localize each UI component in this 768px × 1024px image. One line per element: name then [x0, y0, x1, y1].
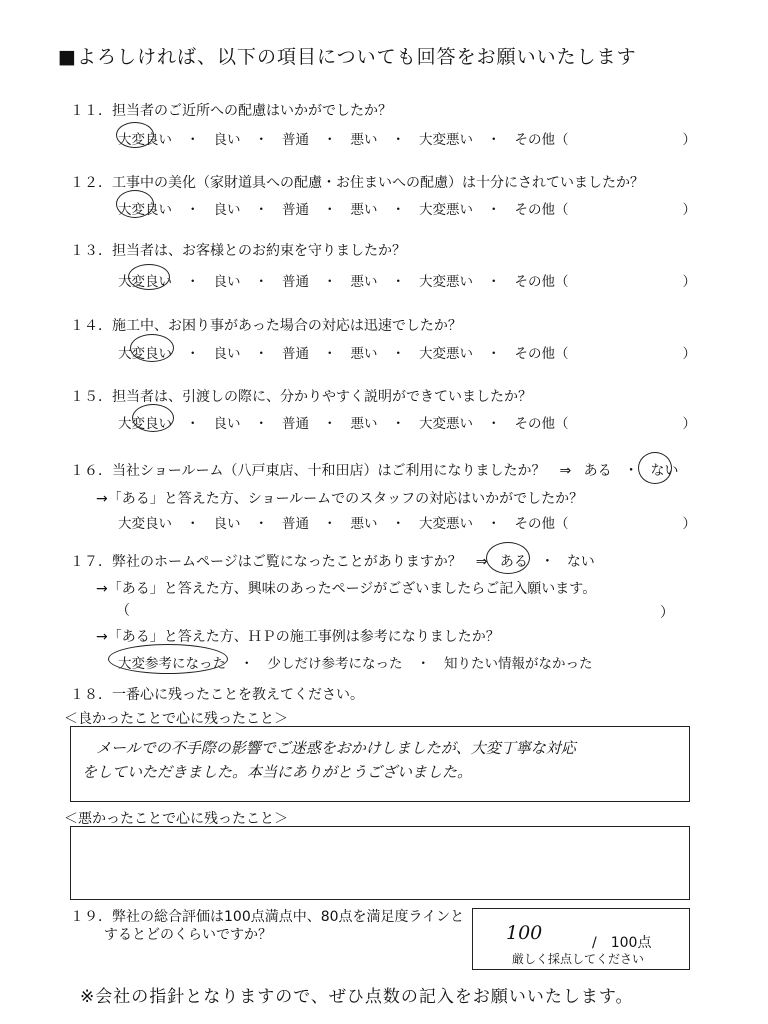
sep: ・: [323, 516, 337, 532]
opt-very-bad[interactable]: 大変悪い: [419, 202, 473, 218]
sep: ・: [240, 656, 254, 672]
opt-normal[interactable]: 普通: [282, 202, 309, 218]
q17-sub1: →「ある」と答えた方、興味のあったページがございましたらご記入願います。: [96, 581, 597, 597]
sep: ・: [254, 346, 268, 362]
sep: ・: [487, 202, 501, 218]
sep: ・: [254, 202, 268, 218]
opt-other[interactable]: その他（: [514, 516, 569, 532]
q16-yes[interactable]: ある: [583, 463, 612, 479]
opt-bad[interactable]: 悪い: [350, 202, 378, 218]
sep: ・: [487, 346, 501, 362]
opt-very-good[interactable]: 大変良い: [118, 202, 172, 218]
q17-sub2: →「ある」と答えた方、ＨＰの施工事例は参考になりましたか？: [96, 629, 500, 645]
sep: ・: [391, 132, 405, 148]
opt-normal[interactable]: 普通: [282, 516, 309, 532]
sep: ・: [487, 274, 501, 290]
q14-options: [118, 342, 696, 362]
close-paren: ）: [682, 516, 696, 532]
opt-very-bad[interactable]: 大変悪い: [419, 132, 473, 148]
opt-good[interactable]: 良い: [213, 202, 241, 218]
sep: ・: [254, 132, 268, 148]
opt-very-good[interactable]: 大変良い: [118, 416, 172, 432]
opt-good[interactable]: 良い: [213, 416, 241, 432]
q15-options: [118, 412, 696, 432]
close-paren: ）: [682, 202, 696, 218]
q17-close-paren: ）: [660, 605, 674, 621]
opt-good[interactable]: 良い: [213, 346, 241, 362]
question-11: １１．担当者のご近所への配慮はいかがでしたか？: [70, 103, 392, 119]
q16-sub: →「ある」と答えた方、ショールームでのスタッフの対応はいかがでしたか？: [96, 491, 584, 507]
sep: ・: [323, 274, 337, 290]
footer-note: ※会社の指針となりますので、ぜひ点数の記入をお願いいたします。: [80, 987, 634, 1007]
sep: ・: [391, 274, 405, 290]
q18-bad-label: ＜悪かったことで心に残ったこと＞: [64, 811, 288, 827]
score-value: 100: [506, 922, 543, 944]
opt-good[interactable]: 良い: [213, 274, 241, 290]
question-18: １８．一番心に残ったことを教えてください。: [70, 687, 364, 703]
opt-good[interactable]: 良い: [213, 132, 241, 148]
question-16: [70, 460, 679, 480]
close-paren: ）: [682, 274, 696, 290]
opt-normal[interactable]: 普通: [282, 346, 309, 362]
q18-good-label: ＜良かったことで心に残ったこと＞: [64, 711, 288, 727]
q17-options: [118, 652, 593, 672]
sep: ・: [186, 132, 200, 148]
q17-yes[interactable]: ある: [499, 554, 528, 570]
opt-other[interactable]: その他（: [514, 132, 569, 148]
sep: ・: [391, 202, 405, 218]
q17-open-paren: （: [116, 603, 130, 619]
opt-bad[interactable]: 悪い: [350, 274, 378, 290]
opt-bad[interactable]: 悪い: [350, 516, 378, 532]
q12-options: [118, 198, 696, 218]
sep: ・: [323, 346, 337, 362]
q16-options: [118, 512, 696, 532]
sep: ・: [323, 202, 337, 218]
q13-options: [118, 270, 696, 290]
sep: ・: [323, 132, 337, 148]
q17-text: １７．弊社のホームページはご覧になったことがありますか？ ⇒: [70, 554, 488, 570]
opt-very-bad[interactable]: 大変悪い: [419, 516, 473, 532]
opt-very-bad[interactable]: 大変悪い: [419, 274, 473, 290]
sep: ・: [416, 656, 430, 672]
opt-normal[interactable]: 普通: [282, 132, 309, 148]
opt-very-good[interactable]: 大変良い: [118, 274, 172, 290]
sep: ・: [624, 463, 639, 479]
page-title: ■よろしければ、以下の項目についても回答をお願いいたします: [58, 46, 637, 68]
sep: ・: [254, 516, 268, 532]
opt-other[interactable]: その他（: [514, 416, 569, 432]
q18-good-line2: をしていただきました。本当にありがとうございました。: [82, 763, 473, 781]
q16-no[interactable]: ない: [650, 463, 679, 479]
sep: ・: [487, 132, 501, 148]
opt-other[interactable]: その他（: [514, 202, 569, 218]
sep: ・: [254, 416, 268, 432]
sep: ・: [186, 202, 200, 218]
opt-bad[interactable]: 悪い: [350, 416, 378, 432]
close-paren: ）: [682, 132, 696, 148]
sep: ・: [186, 274, 200, 290]
opt-normal[interactable]: 普通: [282, 274, 309, 290]
sep: ・: [487, 416, 501, 432]
q18-bad-box[interactable]: [70, 826, 690, 900]
sep: ・: [540, 554, 555, 570]
opt-good[interactable]: 良い: [213, 516, 241, 532]
q11-options: [118, 128, 696, 148]
sep: ・: [186, 346, 200, 362]
score-max: / 100点: [592, 935, 652, 951]
opt-normal[interactable]: 普通: [282, 416, 309, 432]
opt-very-good[interactable]: 大変良い: [118, 516, 172, 532]
opt-very-bad[interactable]: 大変悪い: [419, 416, 473, 432]
score-hint: 厳しく採点してください: [512, 952, 645, 966]
sep: ・: [254, 274, 268, 290]
question-17: [70, 551, 595, 571]
opt-very-bad[interactable]: 大変悪い: [419, 346, 473, 362]
sep: ・: [391, 516, 405, 532]
opt-very-helpful[interactable]: 大変参考になった: [118, 656, 226, 672]
question-19-line1: １９．弊社の総合評価は100点満点中、80点を満足度ラインと: [70, 909, 465, 925]
opt-very-good[interactable]: 大変良い: [118, 346, 172, 362]
opt-very-good[interactable]: 大変良い: [118, 132, 172, 148]
question-15: １５．担当者は、引渡しの際に、分かりやすく説明ができていましたか？: [70, 389, 532, 405]
opt-somewhat-helpful[interactable]: 少しだけ参考になった: [267, 656, 403, 672]
question-14: １４．施工中、お困り事があった場合の対応は迅速でしたか？: [70, 318, 462, 334]
opt-bad[interactable]: 悪い: [350, 132, 378, 148]
q18-good-line1: メールでの不手際の影響でご迷惑をおかけしましたが、大変丁寧な対応: [96, 739, 576, 757]
q17-no[interactable]: ない: [566, 554, 595, 570]
opt-other[interactable]: その他（: [514, 274, 569, 290]
question-19-line2: するとどのくらいですか？: [104, 927, 272, 943]
opt-other[interactable]: その他（: [514, 346, 569, 362]
sep: ・: [391, 346, 405, 362]
sep: ・: [487, 516, 501, 532]
question-13: １３．担当者は、お客様とのお約束を守りましたか？: [70, 243, 406, 259]
q16-text: １６．当社ショールーム（八戸東店、十和田店）はご利用になりましたか？ ⇒: [70, 463, 572, 479]
opt-not-helpful[interactable]: 知りたい情報がなかった: [444, 656, 593, 672]
question-12: １２．工事中の美化（家財道具への配慮・お住まいへの配慮）は十分にされていましたか？: [70, 175, 644, 191]
sep: ・: [323, 416, 337, 432]
sep: ・: [391, 416, 405, 432]
close-paren: ）: [682, 346, 696, 362]
close-paren: ）: [682, 416, 696, 432]
opt-bad[interactable]: 悪い: [350, 346, 378, 362]
sep: ・: [186, 516, 200, 532]
sep: ・: [186, 416, 200, 432]
